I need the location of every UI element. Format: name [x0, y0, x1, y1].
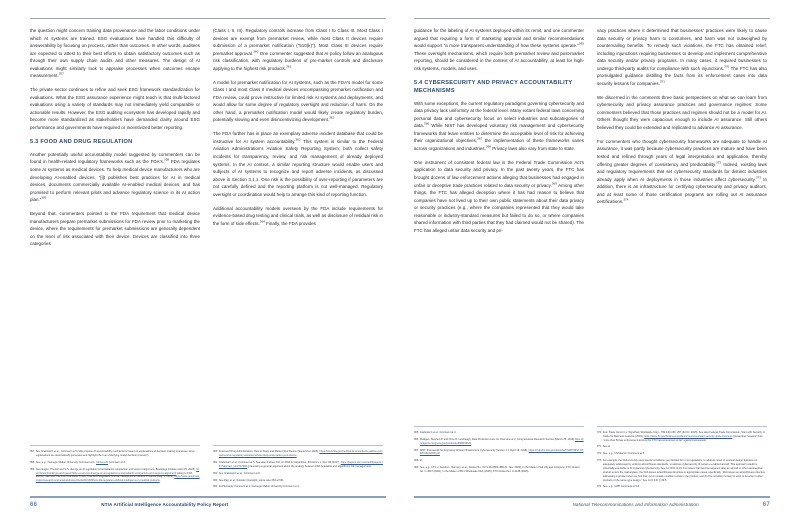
footnote-item	[30, 450, 200, 458]
paragraph: With some exceptions, the current regulatory paradigms governing cybersecurity and data privacy lack uniformity at the federal level. Many extant federal laws concerning personal data and cybersecurity focus on select industries and subcategories of data.$^{366}$ While NIST has developed voluntary risk management and cybersecurity frameworks that leave entities to determine the acceptable level of risk for achieving their organizational objectives,$^{367}$ the implementation of these frameworks varies across organizations and industries.$^{368}$ Privacy laws also vary from state to state.	[414, 100, 584, 151]
footnote-ref[interactable]: 361	[286, 64, 292, 69]
section-heading-5-3: 5.3 FOOD AND DRUG REGULATION	[30, 138, 133, 145]
page-right-body	[414, 27, 770, 423]
footnote-item	[597, 452, 767, 456]
footnote-text: See, e.g., Carnegie Mellon University Comment at 1; Citizens AI Comment at 2.	[35, 460, 126, 464]
footnote-item	[597, 485, 767, 489]
footnote-item	[597, 445, 767, 449]
footnote-item	[597, 431, 767, 443]
footnote-item	[414, 459, 584, 463]
footnote-text: Mulligan, Stephen P. and Chris D. Linebaugh, Data Protection Law: An Overview at 2, Congressional Research Service (March 25, 2019) https://crsreports.congress.gov/product/pdf/R/R45631.	[419, 437, 584, 445]
footnote-item	[414, 438, 584, 446]
footer-line	[414, 502, 770, 508]
paragraph: The private sector continues to refine and seek ESG framework standardization for evaluations. What the ESG assurance experience might teach is that multi-factored evaluations using a variety of standards may not immediately yield comparable or actionable results. However, the ESG auditing ecosystem has developed rapidly and become more standardized as stakeholders have demanded clarity around ESG performance and governments have required or incentivized better reporting.	[30, 87, 200, 130]
page-left-footnotes	[30, 442, 386, 492]
footnote-ref[interactable]: 371	[659, 79, 665, 84]
footnote-text: See Grabowicz et al., Comment at 5 (“We propose AI accountability mechanisms based on explanations of decision-making processes; since explanations are automatically generated and highlight the true underlying model decision process”).	[35, 450, 195, 457]
footnote-link[interactable]: https://nvlpubs.nist.gov/nistpubs/CSWP/NIST.CSWP.04162018.pdf	[419, 448, 584, 456]
paragraph: Another potentially useful accountability model suggested by commenters can be found in health-related regulatory frameworks such as the FDA's.$^{358}$ FDA regulates some AI systems as medical devices. To help medical device manufacturers who are developing AI-enabled devices, “[i]t publishes best practices for AI in medical devices, documents commercially available AI-enabled medical devices, and has promised to perform relevant pilots and advance regulatory science in its AI action plan.”$^{359}$	[30, 151, 200, 203]
page-right-footer	[414, 496, 770, 508]
page-number: 66	[30, 502, 38, 508]
footnote-text: Fed. Trade Comm'n v. Wyndham Worldwide Corp., 799 F.3d 236, 257 (3d Cir. 2015). See also Federal Trade Commission, Start with Security: A Guide for Business Lessons (2015), https://www.ftc.gov/business-guidance/resources/start-security-guide-business (presenting “lessons” from “more than 50 law enforcement actions the FTC has announced so far” against businesses).	[602, 430, 765, 442]
footnote-number: 367	[414, 448, 419, 452]
page-number: 67	[762, 502, 770, 508]
paragraph: Beyond that, commenters pointed to the FDA requirement that medical device manufacturers prepare premarket submissions for FDA review prior to marketing the device, where the requirements for premarket submissions are generally dependent on the level of risk associated with their device. Devices are classified into three categories	[30, 211, 200, 247]
footnote-number: 370	[597, 430, 602, 434]
page-left-body	[30, 27, 386, 442]
footnote-ref[interactable]: 357	[58, 71, 64, 76]
paragraph: For commenters who thought cybersecurity frameworks are adequate to handle AI assurance, it was partly because cybersecurity practices are mature and have been tested and refined through years of legal interpretation and application, thereby offering greater degrees of consistency and predictability.$^{372}$ Indeed, existing laws and regulatory requirements that set cybersecurity standards for distinct industries already apply when AI deployments in those industries affect cybersecurity.$^{373}$ In addition, there is an infrastructure for certifying cybersecurity and privacy auditors, and at least some of those certification programs are rolling out AI assurance certifications.$^{374}$	[597, 138, 767, 205]
footer-rule	[414, 496, 770, 498]
footnote-ref[interactable]: 374	[623, 197, 629, 202]
footnote-link[interactable]: https://crsreports.congress.gov/product/pdf/R/R45631	[419, 437, 584, 445]
footnote-ref[interactable]: 373	[755, 175, 761, 180]
footnote-separator	[30, 445, 200, 446]
footnote-list	[213, 450, 383, 489]
footnote-item	[414, 449, 584, 457]
footnote-link[interactable]: https://www.fda.gov/medical-devices/device-advice-comprehensive-regulatory-assistance/how-study-and-market-your-device	[218, 450, 383, 457]
footnote-item	[213, 450, 383, 458]
footnote-number: 363	[213, 478, 218, 482]
footer-report-title: NTIA Artificial Intelligence Accountability Policy Report	[101, 502, 229, 507]
footnote-item	[30, 468, 200, 483]
footnote-number: 368	[414, 459, 419, 463]
page-top-rule	[30, 18, 386, 19]
paragraph: (Class I, II, III). Regulatory controls increase from Class I to Class III. Most Class I devices are exempt from premarket review, while most Class II devices require submission of a premarket notification (“510(k)”). Most Class III devices require premarket approval.$^{360}$ One commenter suggested that AI policy follow an analogous risk classification, with regulatory burdens of pre-market controls and disclosure applying to the highest risk products.$^{361}$	[213, 28, 383, 71]
footnote-text: See id.	[602, 445, 611, 449]
footnote-list	[414, 431, 584, 474]
footnote-text: See Grabowicz et al., Comment at 6.	[218, 471, 261, 475]
footnote-ref[interactable]: 368	[485, 144, 491, 149]
footer-line	[30, 502, 386, 508]
page-top-rule	[414, 18, 770, 19]
footer-rule	[30, 496, 386, 498]
page-right-column-1	[414, 27, 584, 423]
footnote-ref[interactable]: 367	[477, 136, 483, 141]
footnote-link[interactable]: Citizens AI	[96, 460, 109, 464]
footnote-item	[213, 461, 383, 469]
footnote-ref[interactable]: 359	[41, 195, 47, 200]
footnote-number: 362	[213, 471, 218, 475]
footnote-item	[597, 459, 767, 482]
footnote-ref[interactable]: 363	[295, 137, 301, 142]
footnote-number: 358	[30, 460, 35, 464]
footnote-item	[213, 485, 383, 489]
footnote-ref[interactable]: 362	[329, 115, 335, 120]
paragraph: One instrument of consistent federal law is the Federal Trade Commission Act's application to data security and privacy. In the past twenty years, the FTC has brought dozens of law enforcement actions alleging that businesses had engaged in unfair or deceptive trade practices related to data security or privacy.$^{369}$ Among other things, the FTC has alleged deception where it has had reason to believe that companies have not lived up to their own public statements about their data privacy or security practices (e.g., where the companies represented that they would take reasonable or industry-standard measures but failed to do so, or where companies shared information with third parties that they had claimed would not be shared). The FTC has alleged unfair data security and pri-	[414, 159, 584, 233]
footnote-column-1	[414, 426, 584, 493]
footnote-text: NIST, Framework for Improving Critical Infrastructure Cybersecurity Version 1.1 (April 16, 2018), https://nvlpubs.nist.gov/nistpubs/CSWP/NIST.CSWP.04162018.pdf.	[419, 448, 584, 456]
footnote-number: 357	[30, 450, 35, 454]
paragraph: A model for premarket notification for AI systems, such as the FDA's model for some Class I and most Class II medical devices encompassing premarket notification and FDA review, could prove instructive for limited risk AI systems and deployments, and would allow for some degree of regulatory oversight and reduction of harm. On the other hand, a premarket notification model would likely create regulatory burden, potentially slowing and even disincentivizing development.$^{362}$	[213, 79, 383, 123]
paragraph: We discerned in the comments three basic perspectives on what we can learn from cybersecurity and privacy assurance practices and governance regimes: Some commenters believed that those practices and regimes should not be a model for AI. Others thought they were capacious enough to include AI assurance. Still others believed they could be extended and replicated to advance AI assurance.	[597, 94, 767, 130]
footnote-text: For example, the FAA currently uses special conditions, as provided for in its regulations, to address novel or unusual design features not adequately addressed by existing airworthiness standards, to address cybersecurity of certain e-enabled aircraft. This approach would be potentially extensible to AI impacting cybersecurity. See 14 CFR 11.19. For issues that become apparent after an aircraft or other aeronautical product enters the marketplace, the FAA issues airworthiness directives in appropriate cases, specifically, “FAA issues an airworthiness directive addressing a product when we find that: (a) An unsafe condition exists in the product; and (b) The condition is likely to exist or develop in other products of the same type design.” See 14 C.F.R. § 39.5.	[602, 459, 765, 482]
footnote-text: See, e.g., FTC v. Sandra L. Rennert, et al., Docket No. CV-S-00-0861-JBR (D. Nev. 2000); In the Matter of Eli Lilly and Company, FTC Docket No. C-4047 (2002); In the Matter of BJ's Wholesale Club (2005), FTC Docket No. C-4148 (2005).	[419, 466, 580, 474]
footnote-text: See, e.g., IAPP Comment at 5-6.	[602, 485, 640, 489]
paragraph: the question might concern training data provenance and the labor conditions under which AI systems are trained. ESG evaluations have handled this difficulty of answerability by focusing on process, rather than outcomes. In other words, auditees are expected to attest to their best efforts to obtain satisfactory outcomes such as through their own supply chain audits and other measures. The design of AI evaluations might similarly look to appraise processes when outcomes escape measurement.$^{357}$	[30, 28, 200, 79]
page-left-column-1	[30, 27, 200, 442]
paragraph: Additional accountability models overseen by the FDA include requirements for evidence-based drug testing and clinical trials, as well as disclosure of residual risk in the form of side effects.$^{364}$ Finally, the FDA provides	[213, 205, 383, 226]
footnote-item	[30, 461, 200, 465]
footnote-separator	[213, 445, 383, 446]
footnote-column-2	[213, 445, 383, 492]
page-right-column-2	[597, 27, 767, 423]
footnote-column-1	[30, 445, 200, 492]
footnote-link[interactable]: https://www.pewtrusts.org/en/research-and-analysis/issue-briefs/2021/08/how-fda-regulates-artificial-intelligence-in-medical-products	[35, 475, 200, 483]
footnote-separator	[597, 426, 767, 427]
footnote-number: 360	[213, 450, 218, 454]
footnote-link[interactable]: https://www.ftc.gov/business-guidance/resources/start-security-guide-business	[644, 434, 733, 438]
paragraph: vacy practices where it determined that businesses' practices were likely to cause data security or privacy harm to consumers, and harm was not outweighed by countervailing benefits. To remedy such violations, the FTC has obtained relief, including injunctions requiring businesses to develop and implement comprehensive data security and/or privacy programs. In many cases, it required businesses to undergo third-party audits for compliance with such injunctions.$^{370}$ The FTC has also promulgated guidance distilling the facts from its enforcement cases into data security lessons for companies.$^{371}$	[597, 28, 767, 86]
footnote-text: Alex Engler, The EU and U.S. diverge on AI regulation: A transatlantic comparison and steps to alignment, Brookings Institute (April 25, 2023), https://www.brookings.edu/research/the-eu-and-us-diverge-on-ai-regulation-a-transatlantic-comparison-and-steps-to-alignment/ (citing to FDA efforts). See also The Pew Charitable Trusts, How FDA Regulates Artificial Intelligence in Medical Products (Aug. 5, 2021), https://www.pewtrusts.org/en/research-and-analysis/issue-briefs/2021/08/how-fda-regulates-artificial-intelligence-in-medical-products.	[35, 467, 200, 483]
page-right	[400, 0, 800, 518]
page-left-column-2	[213, 27, 383, 442]
footnote-item	[414, 466, 584, 474]
footnote-list	[597, 431, 767, 490]
paragraph: The FDA further has in place an exemplary adverse incident database that could be instructive for AI system accountability.$^{363}$ This system is similar to the Federal Aviation Administration's Aviation Safety Reporting System; both collect safety incidents for transparency, review, and risk management of already deployed systems. In the AI context, a similar reporting structure would enable users and subjects of AI systems to recognize and report adverse incidents, as discussed above in Section 3.1.1. One risk is the possibility of over-reporting if parameters are not carefully defined and the reporting platform is not well-managed. Regulatory oversight or coordination would help to arrange this kind of reporting function.	[213, 131, 383, 197]
footnote-number: 359	[30, 467, 35, 471]
footnote-item	[414, 431, 584, 435]
footnote-list	[30, 450, 200, 483]
footnote-ref[interactable]: 364	[259, 219, 265, 224]
footnote-text: See Raji, et al, Outsider Oversight, supra note 253 at 561.	[218, 478, 285, 482]
footnote-text: Grabowicz et al., Comment at 5. See also Andrew Tutt, An FDA for Algorithms, 69 Admin. L. Rev. 83 (2017), https://papers.ssrn.com/sol3/papers.cfm?abstract_id=2747994 (presenting a general argument about the analogy between FDA regulation and algorithmic risk management).	[218, 460, 384, 468]
footnote-number: 372	[597, 452, 602, 456]
footnote-number: 373	[597, 459, 602, 463]
page-right-footnotes	[414, 423, 770, 493]
footnote-item	[213, 479, 383, 483]
footnote-text: ForHumanity Comment at 4; Carnegie Mellon University Comment at 4.	[218, 485, 300, 489]
paragraph: guidance for the labeling of AI systems deployed within its remit, and one commenter argued that requiring a form of marketing approval and similar recommendations would support “a more transparent understanding of how these systems operate.”$^{365}$ These oversight mechanisms, which require both premarket review and post-market reporting, should be considered in the context of AI accountability, at least for high-risk systems, models, and uses.	[414, 28, 584, 71]
footnote-number: 364	[213, 485, 218, 489]
footnote-link[interactable]: https://papers.ssrn.com/sol3/papers.cfm?abstract_id=2747994	[218, 460, 384, 468]
footnote-number: 365	[414, 430, 419, 434]
footnote-text: See, e.g., USTelecom Comment at 9.	[602, 452, 645, 456]
page-left-footer	[30, 496, 386, 508]
footnote-ref[interactable]: 358	[164, 157, 170, 162]
footnote-number: 369	[414, 466, 419, 470]
footnote-ref[interactable]: 372	[716, 160, 722, 165]
footnote-number: 371	[597, 445, 602, 449]
footnote-number: 366	[414, 437, 419, 441]
section-heading-5-4: 5.4 CYBERSECURITY AND PRIVACY ACCOUNTABILITY MECHANISMS	[414, 79, 573, 94]
footnote-link[interactable]: https://www.brookings.edu/research/the-eu-and-us-diverge-on-ai-regulation-a-transatlantic-comparison-and-steps-to-alignment/	[35, 467, 200, 475]
footnote-number: 361	[213, 460, 218, 464]
footnote-item	[213, 472, 383, 476]
footnote-text: Food and Drug Administration, How to Study and Market Your Device (September 2023), https://www.fda.gov/medical-devices/device-advice-comprehensive-regulatory-assistance/how-study-and-market-your-device.	[218, 450, 383, 457]
footnote-ref[interactable]: 366	[424, 121, 430, 126]
footnote-separator	[414, 426, 584, 427]
footnote-text: Grabowicz et al., Comment at 4.	[419, 430, 457, 434]
footnote-number: 374	[597, 485, 602, 489]
footnote-ref[interactable]: 360	[253, 49, 259, 54]
footnote-ref[interactable]: 369	[551, 181, 557, 186]
footnote-ref[interactable]: 370	[724, 64, 730, 69]
footer-publisher: National Telecommunications and Information Administration	[572, 502, 699, 507]
footnote-column-2	[597, 426, 767, 493]
footnote-ref[interactable]: 365	[578, 41, 584, 46]
footnote-text: Id.	[419, 459, 423, 463]
